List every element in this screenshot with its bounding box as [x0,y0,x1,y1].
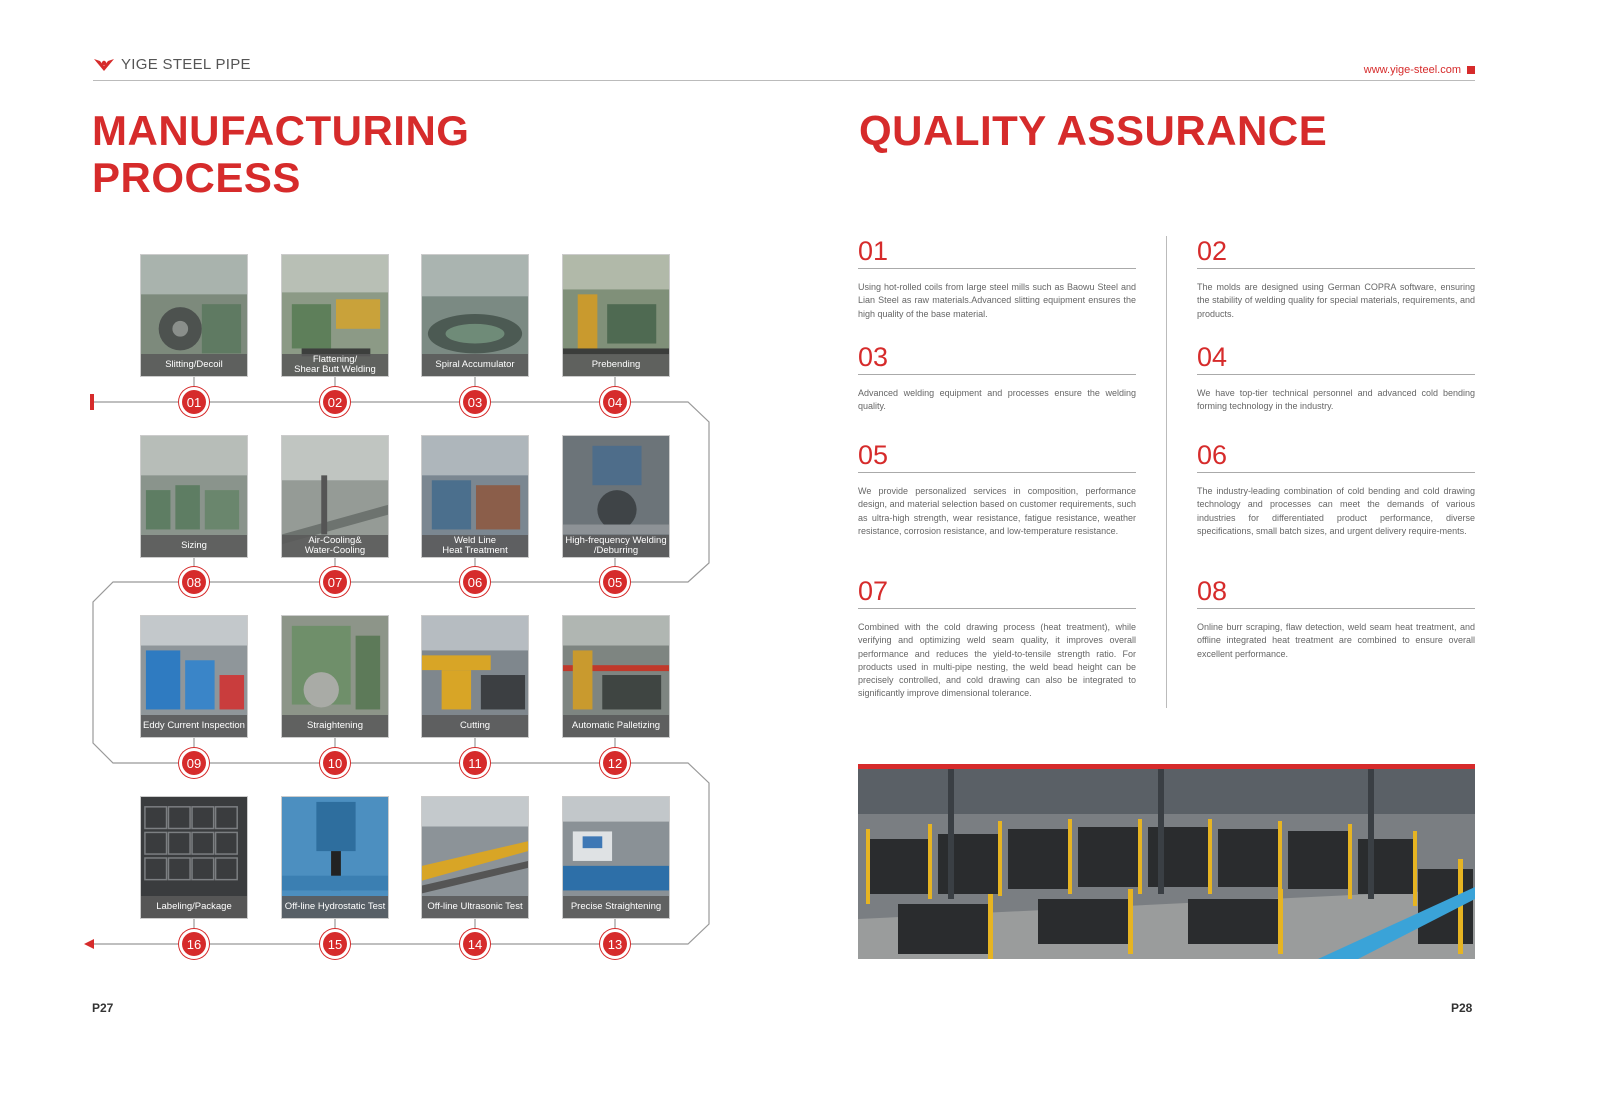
quality-text: We provide personalized services in composition, performance design, and material selection based on customer requirements, such as ultra-high strength, wear resistance, fatigue resistance, weather resistance, corrosion resistance, and low-temperature resistance. [858,486,1136,536]
title-line-2: PROCESS [92,154,301,201]
process-label: Labeling/Package [141,896,247,918]
title-line-1: MANUFACTURING [92,107,470,154]
process-card-05 [562,435,670,558]
process-card-12 [562,615,670,738]
process-card-16 [140,796,248,919]
quality-number: 03 [858,342,1136,375]
quality-item-02 [1197,236,1475,321]
quality-number: 08 [1197,576,1475,609]
process-label: Eddy Current Inspection [141,715,247,737]
quality-number: 05 [858,440,1136,473]
quality-item-07 [858,576,1136,701]
step-badge-15: 15 [323,932,347,956]
process-label: Precise Straightening [563,896,669,918]
step-badge-09: 09 [182,751,206,775]
page-number-left: P27 [92,1001,114,1015]
process-card-08 [140,435,248,558]
quality-number: 04 [1197,342,1475,375]
quality-text: The molds are designed using German COPRA software, ensuring the stability of welding quality for special materials, requirements, and products. [1197,282,1475,319]
step-badge-10: 10 [323,751,347,775]
step-badge-07: 07 [323,570,347,594]
quality-item-01 [858,236,1136,321]
quality-item-05 [858,440,1136,538]
warehouse-image [858,769,1475,959]
quality-text: Combined with the cold drawing process (heat treatment), while verifying and optimizing weld seam quality, it improves overall performance and reduces the yield-to-tensile strength ratio. For products used in multi-pipe nesting, the weld bead height can be precisely controlled, and cold drawing can also be integrated to significantly improve dimensional tolerance. [858,622,1136,699]
process-label: Cutting [422,715,528,737]
flow-end-arrow-icon [84,939,94,949]
quality-item-08 [1197,576,1475,661]
step-badge-13: 13 [603,932,627,956]
process-label: Air-Cooling& Water-Cooling [282,535,388,557]
process-label: Weld Line Heat Treatment [422,535,528,557]
page-number-right: P28 [1451,1001,1473,1015]
process-card-10 [281,615,389,738]
website-square-icon [1467,66,1475,74]
step-badge-04: 04 [603,390,627,414]
step-badge-02: 02 [323,390,347,414]
quality-item-03 [858,342,1136,414]
step-badge-16: 16 [182,932,206,956]
quality-text: Advanced welding equipment and processes ensure the welding quality. [858,388,1136,412]
process-label: Straightening [282,715,388,737]
step-badge-14: 14 [463,932,487,956]
quality-text: Online burr scraping, flaw detection, weld seam heat treatment, and offline integrated heat treatment are combined to ensure overall excellent performance. [1197,622,1475,659]
process-card-02 [281,254,389,377]
quality-text: The industry-leading combination of cold bending and cold drawing technology and processes can meet the demands of various industries for differentiated product performance, diverse specifications, small batch sizes, and urgent delivery require-ments. [1197,486,1475,536]
process-card-04 [562,254,670,377]
quality-text: Using hot-rolled coils from large steel mills such as Baowu Steel and Lian Steel as raw materials.Advanced slitting equipment ensures the high quality of the base material. [858,282,1136,319]
process-card-14 [421,796,529,919]
flow-start-marker [90,394,94,410]
process-label: Off-line Hydrostatic Test [282,896,388,918]
quality-text: We have top-tier technical personnel and advanced cold bending forming technology in the industry. [1197,388,1475,412]
brand-name: YIGE STEEL PIPE [121,56,251,73]
process-card-06 [421,435,529,558]
quality-item-06 [1197,440,1475,538]
quality-number: 02 [1197,236,1475,269]
process-label: Spiral Accumulator [422,354,528,376]
quality-number: 06 [1197,440,1475,473]
process-label: Automatic Palletizing [563,715,669,737]
step-badge-06: 06 [463,570,487,594]
website-link[interactable] [1364,64,1475,76]
quality-number: 07 [858,576,1136,609]
process-card-13 [562,796,670,919]
quality-column-divider [1166,236,1167,708]
step-badge-01: 01 [182,390,206,414]
step-badge-05: 05 [603,570,627,594]
quality-number: 01 [858,236,1136,269]
step-badge-12: 12 [603,751,627,775]
process-card-03 [421,254,529,377]
process-label: Sizing [141,535,247,557]
factory-warehouse-photo [858,764,1475,959]
step-badge-08: 08 [182,570,206,594]
process-label: Flattening/ Shear Butt Welding [282,354,388,376]
process-label: Prebending [563,354,669,376]
process-label: Off-line Ultrasonic Test [422,896,528,918]
step-badge-11: 11 [463,751,487,775]
step-badge-03: 03 [463,390,487,414]
process-card-07 [281,435,389,558]
process-card-01 [140,254,248,377]
process-card-09 [140,615,248,738]
quality-title: QUALITY ASSURANCE [859,107,1328,154]
website-text: www.yige-steel.com [1363,64,1461,76]
process-label: Slitting/Decoil [141,354,247,376]
process-label: High-frequency Welding /Deburring [563,535,669,557]
process-card-11 [421,615,529,738]
process-card-15 [281,796,389,919]
quality-item-04 [1197,342,1475,414]
